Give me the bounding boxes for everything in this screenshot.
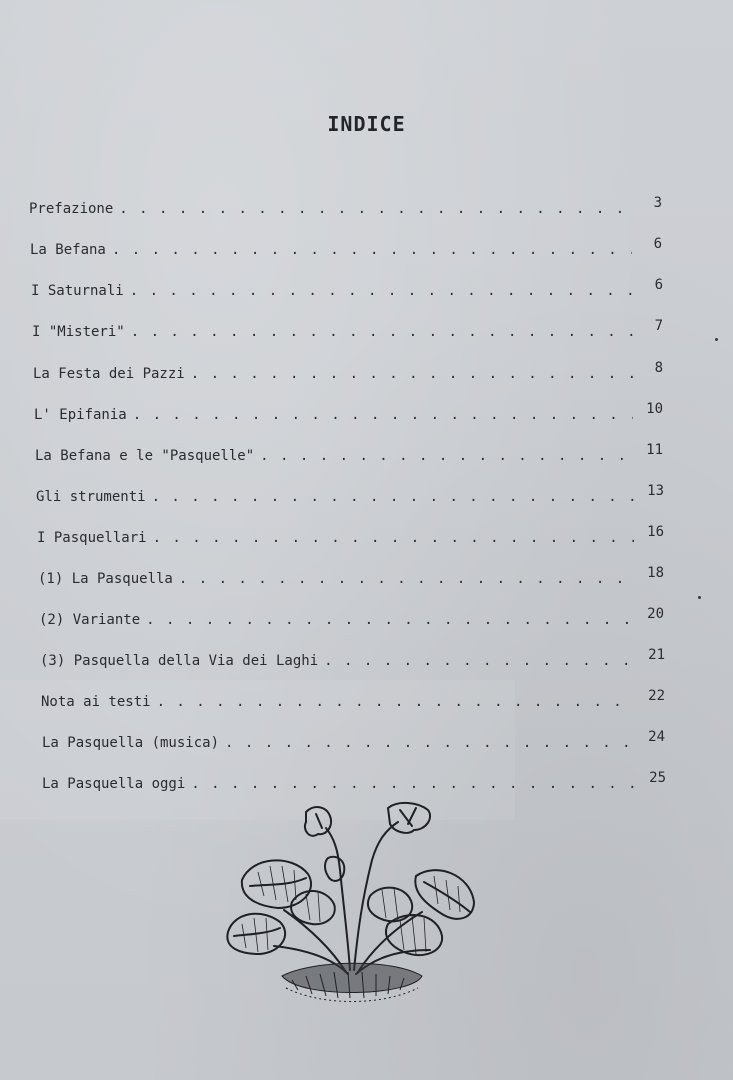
- ink-speck: [698, 596, 701, 599]
- leader-dots: [191, 774, 636, 794]
- toc-entry-title: (2) Variante: [39, 612, 141, 628]
- toc-entry-page: 13: [647, 483, 664, 499]
- leader-dots: [146, 610, 634, 630]
- toc-entry-page: 3: [653, 195, 662, 211]
- leader-dots: [179, 569, 634, 589]
- leader-dots: [191, 364, 633, 384]
- leader-dots: [225, 733, 635, 753]
- toc-entry-title: I Saturnali: [31, 283, 124, 299]
- leader-dots: [112, 240, 632, 260]
- toc-entry-page: 22: [648, 688, 665, 704]
- ink-speck: [715, 338, 718, 341]
- leader-dots: [157, 692, 635, 712]
- leader-dots: [133, 405, 633, 425]
- leader-dots: [152, 487, 634, 507]
- toc-entry-title: (3) Pasquella della Via dei Laghi: [40, 653, 319, 669]
- toc-entry-title: I "Misteri": [32, 324, 125, 340]
- toc-entry-page: 8: [654, 360, 663, 376]
- toc-entry: [42, 729, 665, 753]
- toc-entry-title: La Pasquella (musica): [42, 735, 220, 751]
- toc-entry-title: Nota ai testi: [41, 694, 151, 710]
- toc-entry-title: L' Epifania: [34, 407, 127, 423]
- toc-entry-title: La Pasquella oggi: [42, 776, 186, 792]
- toc-entry-page: 16: [647, 524, 664, 540]
- toc-entry-page: 11: [646, 442, 663, 458]
- toc-entry-title: I Pasquellari: [37, 530, 147, 546]
- toc-entry: [35, 442, 663, 466]
- toc-entry-page: 21: [648, 647, 665, 663]
- toc-entry-page: 25: [649, 770, 666, 786]
- toc-entry: [36, 483, 664, 507]
- toc-entry-page: 18: [647, 565, 664, 581]
- toc-entry-page: 6: [654, 277, 663, 293]
- toc-entry: [42, 770, 666, 794]
- leader-dots: [260, 446, 633, 466]
- toc-entry-page: 20: [647, 606, 664, 622]
- toc-entry: [32, 318, 663, 342]
- toc-entry-title: Prefazione: [29, 201, 114, 217]
- toc-entry-page: 10: [646, 401, 663, 417]
- toc-entry: [41, 688, 665, 712]
- leader-dots: [153, 528, 634, 548]
- toc-entry-page: 24: [648, 729, 665, 745]
- toc-entry: [38, 565, 664, 589]
- leader-dots: [119, 199, 632, 219]
- toc-entry: [34, 401, 663, 425]
- toc-entry: [40, 647, 665, 671]
- plant-illustration: [222, 800, 482, 1020]
- leader-dots: [130, 281, 633, 301]
- toc-entry-title: La Befana e le "Pasquelle": [35, 448, 255, 464]
- toc-entry-title: (1) La Pasquella: [38, 571, 173, 587]
- leader-dots: [324, 651, 635, 671]
- toc-entry-title: La Festa dei Pazzi: [33, 366, 185, 382]
- page-title: INDICE: [327, 112, 406, 136]
- toc-entry-title: Gli strumenti: [36, 489, 146, 505]
- toc-entry-page: 6: [653, 236, 662, 252]
- toc-entry: [33, 360, 663, 384]
- toc-entry: [31, 277, 663, 301]
- toc-entry: [30, 236, 662, 260]
- toc-entry: [39, 606, 664, 630]
- toc-entry: [29, 195, 662, 219]
- toc-entry: [37, 524, 664, 548]
- toc-entry-title: La Befana: [30, 242, 106, 258]
- leader-dots: [131, 322, 633, 342]
- toc-entry-page: 7: [654, 318, 663, 334]
